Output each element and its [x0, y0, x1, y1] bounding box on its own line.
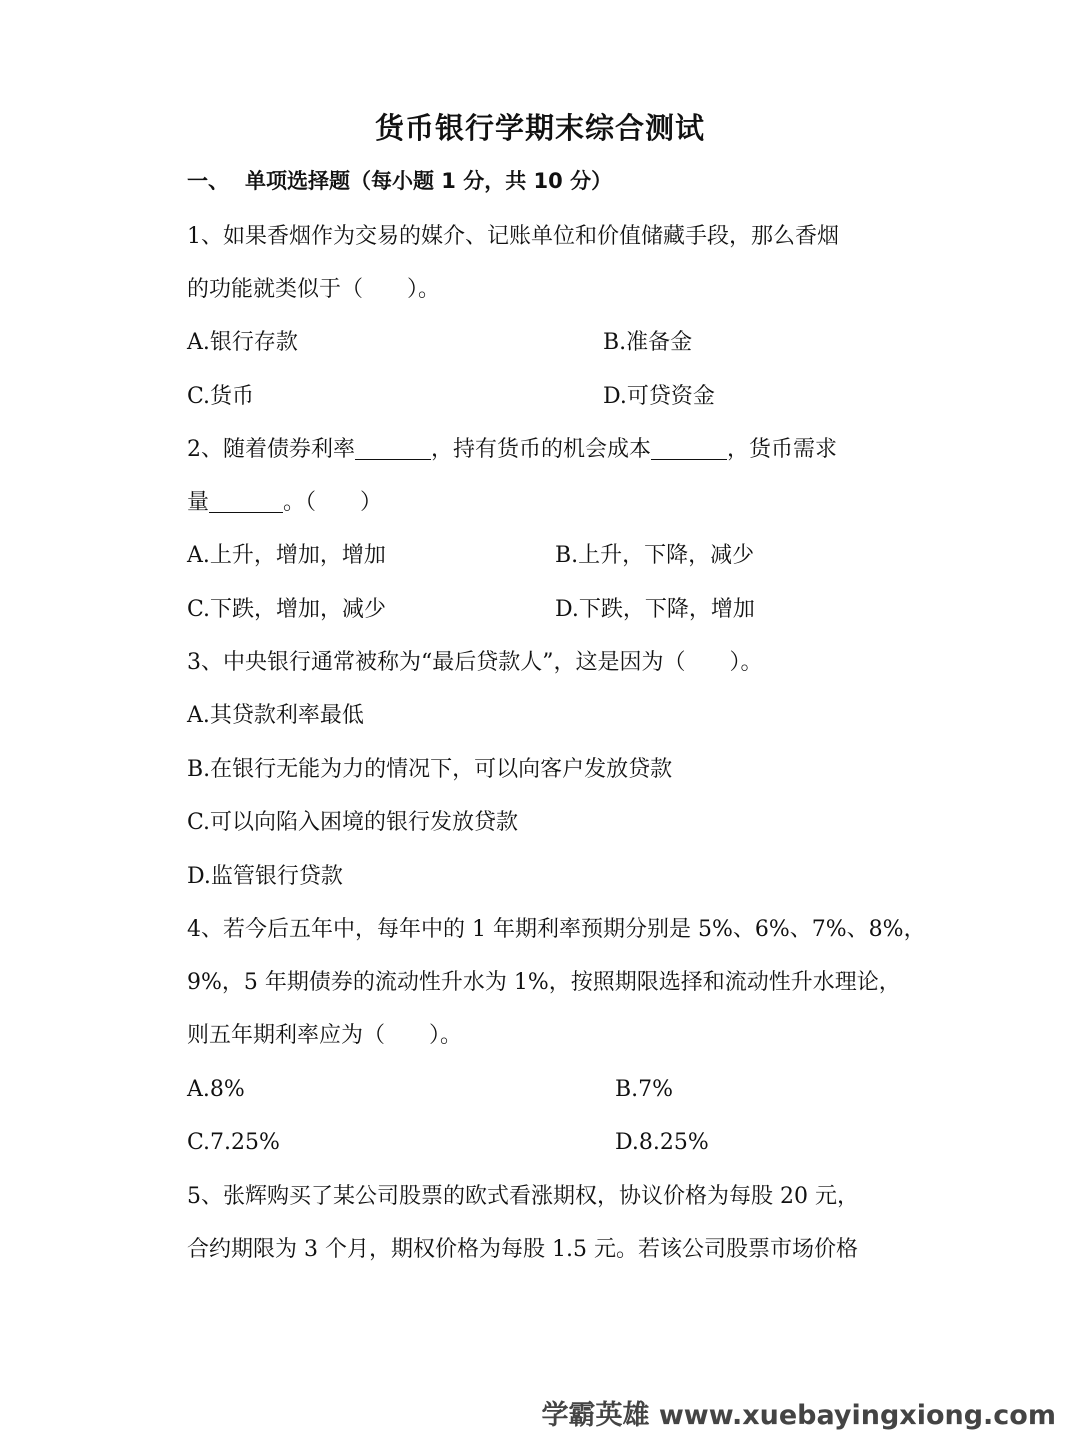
q3-option-c: C.可以向陷入困境的银行发放贷款: [187, 810, 519, 835]
q2-text-part-5: 。（ ）: [283, 490, 383, 515]
q2-text-part-4: 量: [187, 490, 210, 515]
q1-text-line-1: 1、如果香烟作为交易的媒介、记账单位和价值储藏手段，那么香烟: [187, 224, 839, 249]
q3-text-line-1: 3、中央银行通常被称为“最后贷款人”，这是因为（ ）。: [187, 650, 763, 675]
q3-option-b: B.在银行无能为力的情况下，可以向客户发放贷款: [187, 757, 673, 782]
q4-option-d: D.8.25%: [615, 1130, 709, 1155]
section-number: 一、: [187, 169, 229, 193]
section-heading: [187, 165, 612, 195]
q2-text-line-2: [187, 488, 382, 518]
q4-option-b: B.7%: [615, 1077, 674, 1102]
q2-blank-2: [651, 437, 727, 460]
q3-option-a: A.其贷款利率最低: [187, 703, 364, 728]
q5-text-line-2: 合约期限为 3 个月，期权价格为每股 1.5 元。若该公司股票市场价格: [187, 1237, 858, 1262]
q4-text-line-3: 则五年期利率应为（ ）。: [187, 1023, 463, 1048]
q2-text-part-3: ，货币需求: [727, 437, 838, 462]
q2-option-b: B.上升，下降，减少: [555, 543, 755, 568]
q1-text-line-2: 的功能就类似于（ ）。: [187, 277, 441, 302]
q2-blank-3: [209, 490, 283, 513]
footer-watermark: 学霸英雄 www.xuebayingxiong.com: [541, 1400, 1056, 1431]
q3-option-d: D.监管银行贷款: [187, 864, 343, 889]
q4-option-a: A.8%: [187, 1077, 245, 1102]
section-title: 单项选择题（每小题 1 分，共 10 分）: [245, 169, 613, 193]
q2-text-line-1: [187, 435, 837, 465]
q2-blank-1: [355, 437, 431, 460]
q4-text-line-2: 9%，5 年期债券的流动性升水为 1%，按照期限选择和流动性升水理论，: [187, 970, 901, 995]
q4-option-c: C.7.25%: [187, 1130, 280, 1155]
q2-option-a: A.上升，增加，增加: [187, 543, 386, 568]
q2-text-part-2: ，持有货币的机会成本: [431, 437, 652, 462]
q1-option-a: A.银行存款: [187, 330, 298, 355]
q2-option-c: C.下跌，增加，减少: [187, 597, 387, 622]
q4-text-line-1: 4、若今后五年中，每年中的 1 年期利率预期分别是 5%、6%、7%、8%，: [187, 917, 926, 942]
q1-option-c: C.货币: [187, 384, 255, 409]
q5-text-line-1: 5、张辉购买了某公司股票的欧式看涨期权，协议价格为每股 20 元，: [187, 1184, 859, 1209]
q1-option-d: D.可贷资金: [603, 384, 715, 409]
q1-option-b: B.准备金: [603, 330, 693, 355]
document-title: 货币银行学期末综合测试: [374, 111, 705, 145]
q2-option-d: D.下跌，下降，增加: [555, 597, 755, 622]
q2-text-part-1: 2、随着债券利率: [187, 437, 355, 462]
